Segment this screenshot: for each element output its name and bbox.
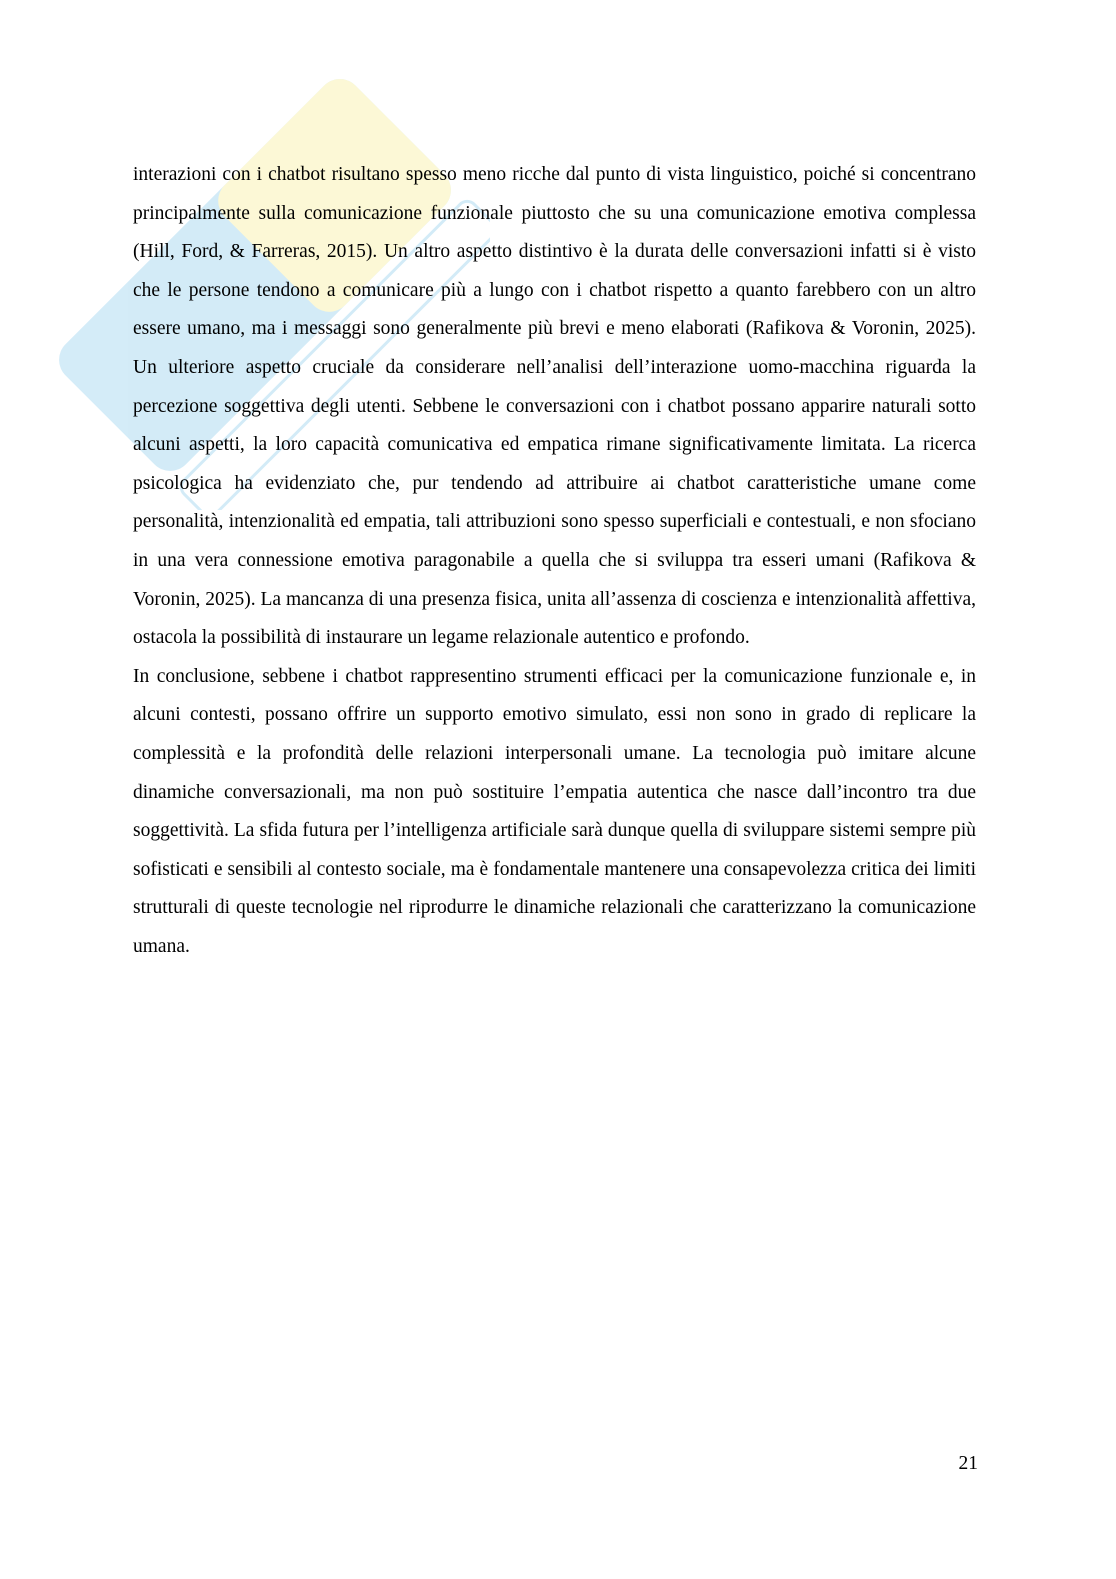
paragraph-2: In conclusione, sebbene i chatbot rappresentino strumenti efficaci per la comunicazione funzionale e, in alcuni contesti, possano offrire un supporto emotivo simulato, essi non sono in grado di replicare la complessità e la profondità delle relazioni interpersonali umane. La tecnologia può imitare alcune dinamiche conversazionali, ma non può sostituire l’empatia autentica che nasce dall’incontro tra due soggettività. La sfida futura per l’intelligenza artificiale sarà dunque quella di sviluppare sistemi sempre più sofisticati e sensibili al contesto sociale, ma è fondamentale mantenere una consapevolezza critica dei limiti strutturali di queste tecnologie nel riprodurre le dinamiche relazionali che caratterizzano la comunicazione umana.	[133, 665, 976, 957]
body-text	[133, 156, 976, 966]
paragraph-1: interazioni con i chatbot risultano spesso meno ricche dal punto di vista linguistico, poiché si concentrano principalmente sulla comunicazione funzionale piuttosto che su una comunicazione emotiva complessa (Hill, Ford, & Farreras, 2015). Un altro aspetto distintivo è la durata delle conversazioni infatti si è visto che le persone tendono a comunicare più a lungo con i chatbot rispetto a quanto farebbero con un altro essere umano, ma i messaggi sono generalmente più brevi e meno elaborati (Rafikova & Voronin, 2025). Un ulteriore aspetto cruciale da considerare nell’analisi dell’interazione uomo-macchina riguarda la percezione soggettiva degli utenti. Sebbene le conversazioni con i chatbot possano apparire naturali sotto alcuni aspetti, la loro capacità comunicativa ed empatica rimane significativamente limitata. La ricerca psicologica ha evidenziato che, pur tendendo ad attribuire ai chatbot caratteristiche umane come personalità, intenzionalità ed empatia, tali attribuzioni sono spesso superficiali e contestuali, e non sfociano in una vera connessione emotiva paragonabile a quella che si sviluppa tra esseri umani (Rafikova & Voronin, 2025). La mancanza di una presenza fisica, unita all’assenza di coscienza e intenzionalità affettiva, ostacola la possibilità di instaurare un legame relazionale autentico e profondo.	[133, 164, 976, 649]
page-number: 21	[958, 1453, 978, 1474]
